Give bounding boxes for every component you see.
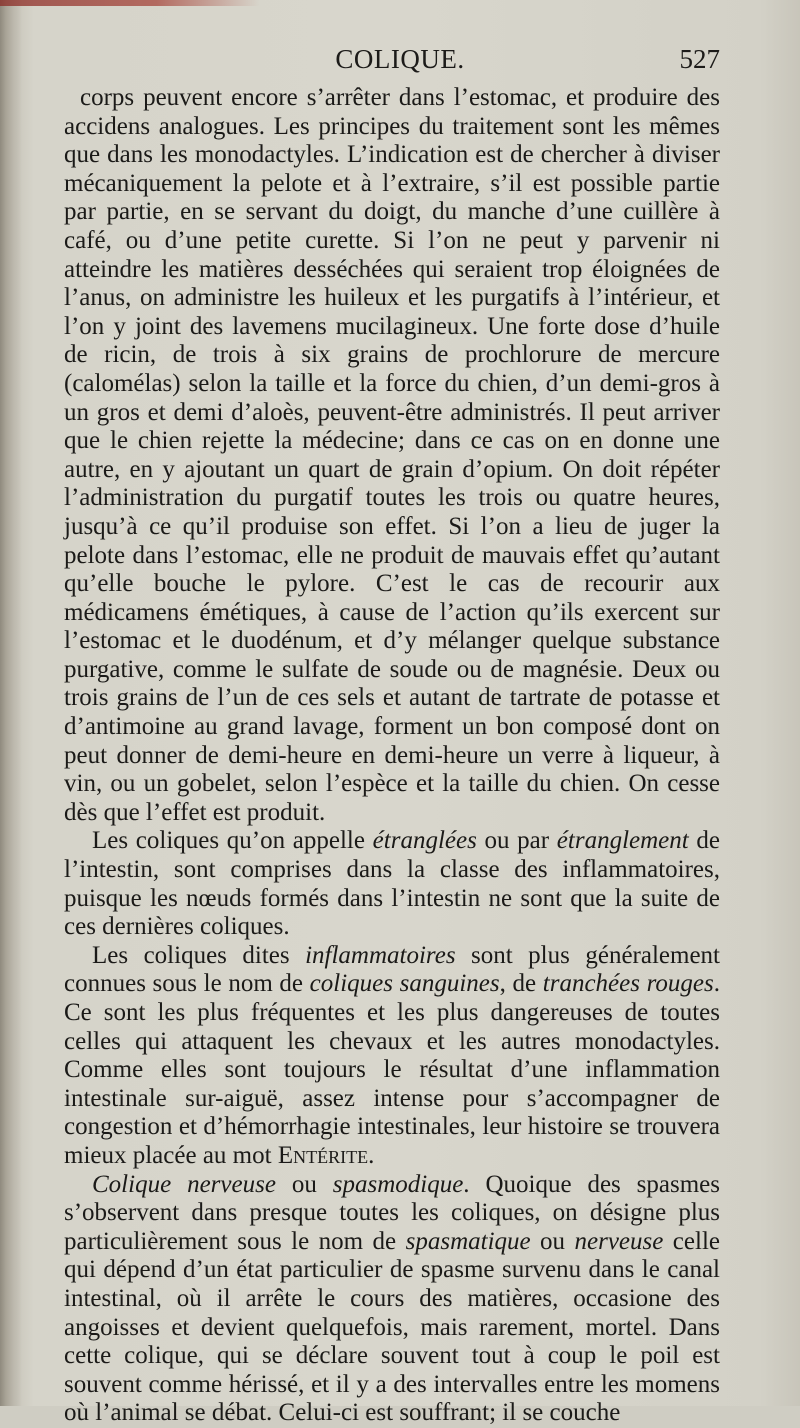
page-top-edge: [0, 0, 260, 6]
text-run-roman: sont plus généralement connues sous le nom de: [64, 941, 720, 998]
text-run-italic: spasmatique: [405, 1227, 531, 1255]
text-run-italic: étranglées: [372, 827, 477, 855]
paragraph-coliques-inflammatoires: [64, 942, 720, 1171]
text-run-roman: . Ce sont les plus fréquentes et les plus dangereuses de toutes celles qui attaquent les chevaux et les autres monodactyles. Comme elles sont toujours le résultat d’une inflammation intestinale sur-aiguë, assez intense pour s’accompagner de congestion et d’hémorrhagie intestinales, leur histoire se trouvera mieux placée au mot: [64, 970, 720, 1169]
text-run-smallcaps: Entérite: [277, 1141, 369, 1169]
text-run-italic: étranglement: [556, 827, 689, 855]
page-header: [80, 44, 720, 84]
text-run-roman: celle qui dépend d’un état particulier de spasme survenu dans le canal intestinal, où il arrête le cours des matières, occasione des angoisses et devient quelquefois, mais rarement, mortel. Dans cette colique, qui se déclare souvent tout à coup le poil est souvent comme hérissé, et il y a des intervalles entre les momens où l’animal se débat. Celui-ci est souffrant; il se couche: [64, 1227, 720, 1427]
text-run-italic: inflammatoires: [305, 941, 456, 969]
text-run-italic: nerveuse: [574, 1227, 664, 1255]
paragraph-pelote-treatment: [64, 84, 720, 827]
text-run-roman: ou: [530, 1227, 575, 1255]
text-run-roman: corps peuvent encore s’arrêter dans l’estomac, et produire des accidens analogues. Les principes du traitement sont les mêmes que dans les monodactyles. L’indication est de chercher à diviser mécaniquement la pelote et à l’extraire, s’il est possible partie par partie, en se servant du doigt, du manche d’une cuillère à café, ou d’une petite curette. Si l’on ne peut y parvenir ni atteindre les matières desséchées qui seraient trop éloignées de l’anus, on administre les huileux et les purgatifs à l’intérieur, et l’on y joint des lavemens mucilagineux. Une forte dose d’huile de ricin, de trois à six grains de prochlorure de mercure (calomélas) selon la taille et la force du chien, d’un demi-gros à un gros et demi d’aloès, peuvent-être administrés. Il peut arriver que le chien rejette la médecine; dans ce cas on en donne une autre, en y ajoutant un quart de grain d’opium. On doit répéter l’administration du purgatif toutes les trois ou quatre heures, jusqu’à ce qu’il produise son effet. Si l’on a lieu de juger la pelote dans l’estomac, elle ne produit de mauvais effet qu’autant qu’elle bouche le pylore. C’est le cas de recourir aux médicamens émétiques, à cause de l’action qu’ils exercent sur l’estomac et le duodénum, et d’y mélanger quelque substance purgative, comme le sulfate de soude ou de magnésie. Deux ou trois grains de l’un de ces sels et autant de tartrate de potasse et d’antimoine au grand lavage, forment un bon composé dont on peut donner de demi-heure en demi-heure un verre à liqueur, à vin, ou un gobelet, selon l’espèce et la taille du chien. On cesse dès que l’effet est produit.: [64, 84, 720, 826]
text-run-roman: ou par: [476, 827, 557, 855]
text-run-italic: spasmodique: [332, 1170, 464, 1198]
text-run-roman: Les coliques qu’on appelle: [92, 827, 373, 855]
text-run-roman: ou: [275, 1170, 333, 1198]
body-text: [64, 84, 720, 1428]
running-title: COLIQUE.: [335, 44, 465, 74]
page-binding-shadow: [0, 0, 22, 1406]
text-run-roman: , de: [499, 970, 543, 998]
text-run-italic: coliques sanguines: [309, 970, 500, 998]
paragraph-coliques-etranglees: [64, 827, 720, 941]
paragraph-colique-nerveuse: [64, 1171, 720, 1428]
text-run-roman: .: [368, 1141, 375, 1169]
text-run-italic: Colique nerveuse: [92, 1170, 276, 1198]
text-run-roman: . Quoique des spasmes s’observent dans presque toutes les coliques, on désigne plus particulièrement sous le nom de: [64, 1170, 721, 1255]
text-run-roman: Les coliques dites: [92, 941, 306, 969]
text-run-italic: tranchées rouges: [542, 970, 714, 998]
page-number: 527: [679, 44, 720, 74]
text-run-roman: de l’intestin, sont comprises dans la classe des inflammatoires, puisque les nœuds formés dans l’intestin ne sont que la suite de ces dernières coliques.: [64, 827, 721, 941]
